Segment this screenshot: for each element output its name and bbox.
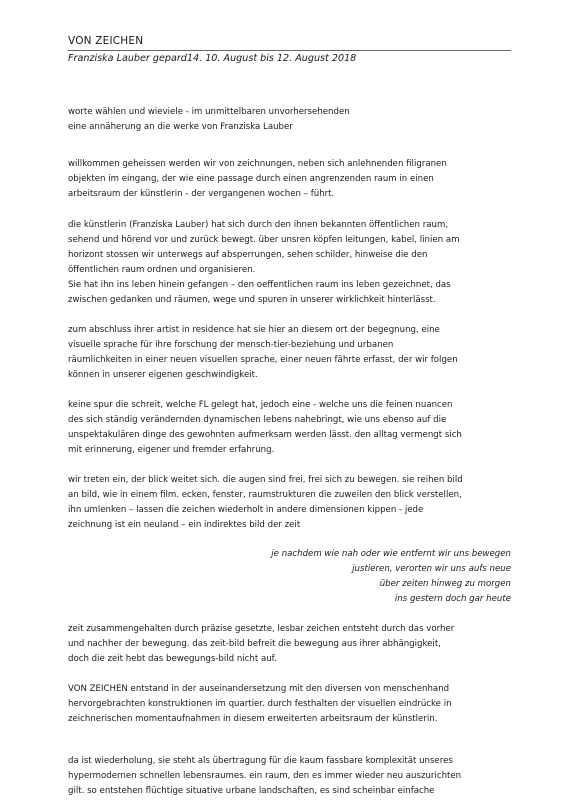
text-line: objekten im eingang, der wie eine passage durch einen angrenzenden raum in einen (68, 174, 434, 184)
text-line: horizont stossen wir unterwegs auf absperrungen, sehen schilder, hinweise die den (68, 250, 428, 260)
text-line: und nachher der bewegung. das zeit-bild befreit die bewegung aus ihrer abhängigkeit, (68, 639, 441, 649)
text-line: an bild, wie in einem film. ecken, fenster, raumstrukturen die zuweilen den blick verstellen, (68, 490, 462, 500)
paragraph-origin (68, 682, 511, 727)
text-line: zum abschluss ihrer artist in residence hat sie hier an diesem ort der begegnung, eine (68, 325, 440, 335)
text-line: unspektakulären dinge des gewohnten aufmerksam werden lässt. den alltag vermengt sich (68, 430, 462, 440)
paragraph-trace (68, 398, 511, 458)
text-line: VON ZEICHEN entstand in der auseinandersetzung mit den diversen von menschenhand (68, 684, 450, 694)
text-line: arbeitsraum der künstlerin - der vergangenen wochen – führt. (68, 189, 335, 199)
text-line: zeichnerischen momentaufnahmen in diesem erweiterten arbeitsraum der künstlerin. (68, 714, 438, 724)
text-line: wir treten ein, der blick weitet sich. die augen sind frei, frei sich zu bewegen. sie reihen bild (68, 475, 463, 485)
text-line: die künstlerin (Franziska Lauber) hat sich durch den ihnen bekannten öffentlichen raum, (68, 220, 449, 230)
verse-block (68, 547, 511, 607)
verse-line: justieren, verorten wir uns aufs neue (352, 564, 511, 574)
document-title: VON ZEICHEN (68, 34, 511, 51)
verse-line: über zeiten hinweg zu morgen (379, 579, 511, 589)
text-line: doch die zeit hebt das bewegungs-bild nicht auf. (68, 654, 277, 664)
text-line: räumlichkeiten in einer neuen visuellen sprache, einer neuen fährte erfasst, der wir folgen (68, 355, 458, 365)
text-line: hypermodernen schnellen lebensraumes. ein raum, den es immer wieder neu auszurichten (68, 771, 462, 781)
paragraph-residence (68, 323, 511, 383)
paragraph-time (68, 622, 511, 667)
document-page (68, 34, 511, 799)
text-line: zeit zusammengehalten durch präzise gesetzte, lesbar zeichen entsteht durch das vorher (68, 624, 455, 634)
verse-line: ins gestern doch gar heute (394, 594, 511, 604)
text-line: keine spur die schreit, welche FL gelegt hat, jedoch eine - welche uns die feinen nuancen (68, 400, 453, 410)
paragraph-artist (68, 218, 511, 308)
paragraph-gaze (68, 473, 511, 533)
verse-line: je nachdem wie nah oder wie entfernt wir uns bewegen (271, 549, 511, 559)
text-line: zwischen gedanken und räumen, wege und spuren in unserer wirklichkeit hinterlässt. (68, 295, 436, 305)
text-line: hervorgebrachten konstruktionen im quartier. durch festhalten der visuellen eindrücke in (68, 699, 452, 709)
paragraph-repetition (68, 754, 511, 799)
paragraph-welcome (68, 157, 511, 202)
text-line: zeichnung ist ein neuland – ein indirektes bild der zeit (68, 520, 301, 530)
document-subtitle: Franziska Lauber gepard14. 10. August bis 12. August 2018 (68, 53, 357, 64)
text-line: willkommen geheissen werden wir von zeichnungen, neben sich anlehnenden filigranen (68, 159, 447, 169)
text-line: des sich ständig verändernden dynamischen lebens nahebringt, wie uns ebenso auf die (68, 415, 447, 425)
text-line: worte wählen und wieviele - im unmittelbaren unvorhersehenden (68, 107, 350, 117)
text-line: sehend und hörend vor und zurück bewegt. über unsren köpfen leitungen, kabel, linien am (68, 235, 460, 245)
text-line: Sie hat ihn ins leben hinein gefangen – den oeffentlichen raum ins leben gezeichnet, das (68, 280, 451, 290)
text-line: öffentlichen raum ordnen und organisieren. (68, 265, 256, 275)
text-line: ihn umlenken – lassen die zeichen wiederholt in andere dimensionen kippen - jede (68, 505, 424, 515)
text-line: visuelle sprache für ihre forschung der mensch-tier-beziehung und urbanen (68, 340, 394, 350)
intro-paragraph (68, 105, 511, 135)
text-line: eine annäherung an die werke von Franziska Lauber (68, 122, 293, 132)
text-line: gilt. so entstehen flüchtige situative urbane landschaften, es sind scheinbar einfache (68, 786, 435, 796)
text-line: können in unserer eigenen geschwindigkeit. (68, 370, 258, 380)
text-line: da ist wiederholung, sie steht als übertragung für die kaum fassbare komplexität unseres (68, 756, 453, 766)
text-line: mit erinnerung, eigener und fremder erfahrung. (68, 445, 275, 455)
